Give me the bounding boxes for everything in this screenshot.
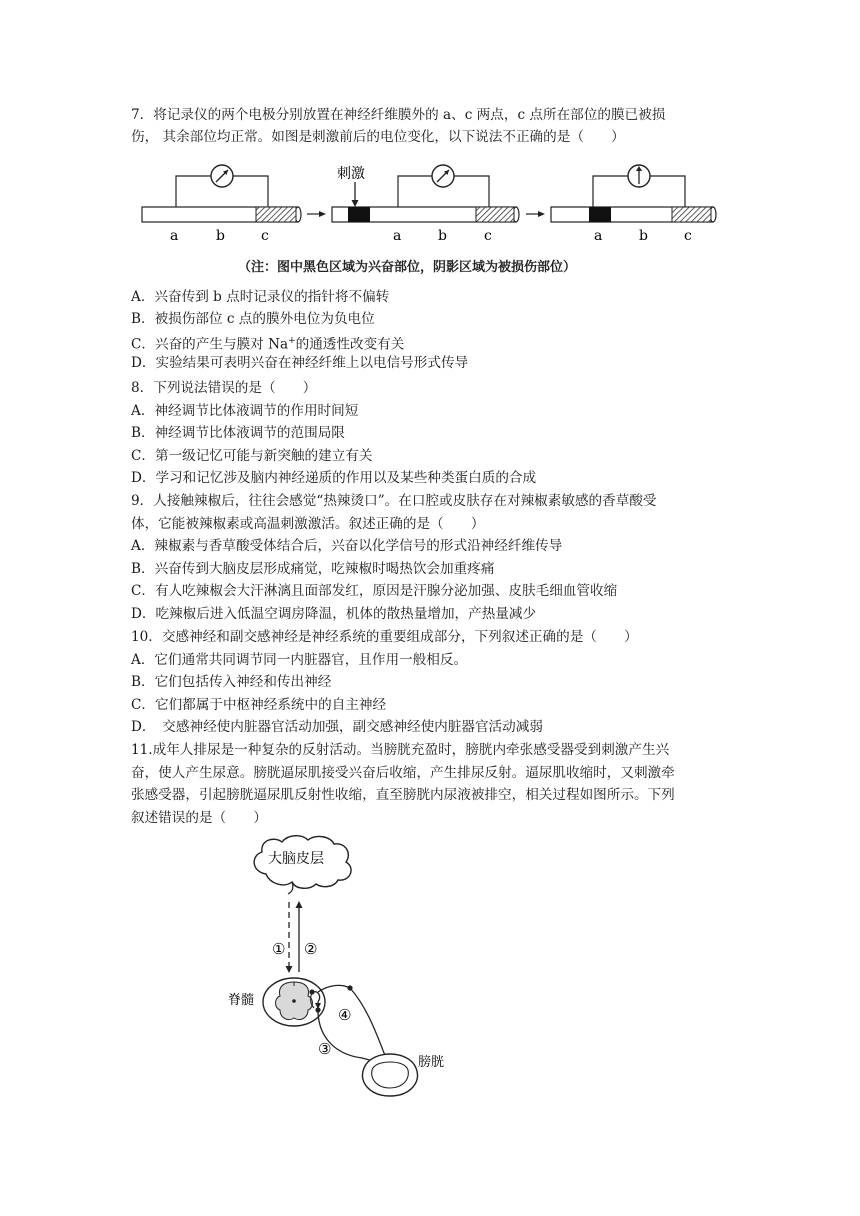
q9-stem-line-2: 体，它能被辣椒素或高温刺激激活。叙述正确的是（ ） [131, 516, 485, 532]
q11-path-3-label: ③ [318, 1040, 332, 1058]
q7-excited-region-2 [348, 207, 370, 222]
q7-damaged-region-3 [672, 207, 711, 222]
q11-figure-micturition-reflex-diagram [222, 832, 454, 1100]
q7-label-b: b [216, 228, 225, 244]
q9-option-c: C．有人吃辣椒会大汗淋漓且面部发红，原因是汗腺分泌加强、皮肤毛细血管收缩 [131, 583, 618, 599]
svg-text:b: b [639, 228, 648, 244]
q8-option-c: C．第一级记忆可能与新突触的建立有关 [131, 448, 373, 464]
q7-panel-propagated [551, 165, 716, 244]
svg-text:c: c [484, 228, 492, 244]
q7-label-a: a [170, 228, 179, 244]
svg-text:a: a [594, 228, 603, 244]
q7-panel-before-stimulus [142, 165, 301, 244]
q7-panel-stimulated [332, 165, 519, 244]
q9-option-a: A．辣椒素与香草酸受体结合后，兴奋以化学信号的形式沿神经纤维传导 [131, 538, 563, 554]
q8-option-a: A．神经调节比体液调节的作用时间短 [131, 403, 359, 419]
spinal-cord-section [263, 978, 325, 1026]
q11-path-4-label: ④ [338, 1006, 352, 1024]
q7-label-c: c [261, 228, 269, 244]
arrow-right-icon [319, 211, 326, 217]
q7-damaged-region-2 [476, 207, 514, 222]
q8-option-b: B．神经调节比体液调节的范围局限 [131, 425, 345, 441]
q8-stem: 8．下列说法错误的是（ ） [131, 380, 317, 396]
q7-stem-line-1: 7．将记录仪的两个电极分别放置在神经纤维膜外的 a、c 两点，c 点所在部位的膜已被损 [131, 107, 666, 123]
q10-option-c: C．它们都属于中枢神经系统中的自主神经 [131, 697, 387, 713]
q7-option-c-text: C．兴奋的产生与膜对 Na [131, 336, 289, 353]
q8-option-d: D．学习和记忆涉及脑内神经递质的作用以及某些种类蛋白质的合成 [131, 470, 537, 486]
q11-path-1-label: ① [272, 940, 286, 958]
q7-option-d: D．实验结果可表明兴奋在神经纤维上以电信号形式传导 [131, 355, 469, 371]
q7-option-b: B．被损伤部位 c 点的膜外电位为负电位 [131, 311, 375, 327]
q7-figure-nerve-fiber-diagram [136, 160, 726, 248]
q7-damaged-region-1 [256, 207, 296, 222]
q11-spinal-label: 脊髓 [228, 993, 255, 1008]
arrow-down-icon [286, 966, 293, 973]
q7-excited-region-3 [589, 207, 611, 222]
q7-stimulus-label: 刺激 [337, 166, 365, 182]
q9-option-b: B．兴奋传到大脑皮层形成痛觉，吃辣椒时喝热饮会加重疼痛 [131, 561, 495, 577]
q9-stem-line-1: 9．人接触辣椒后，往往会感觉“热辣烫口”。在口腔或皮肤存在对辣椒素敏感的香草酸受 [131, 493, 657, 509]
svg-text:c: c [684, 228, 692, 244]
q7-option-a: A．兴奋传到 b 点时记录仪的指针将不偏转 [131, 289, 390, 305]
q10-option-d: D． 交感神经使内脏器官活动加强，副交感神经使内脏器官活动减弱 [131, 719, 543, 735]
arrow-down-icon [352, 200, 359, 207]
q10-option-b: B．它们包括传入神经和传出神经 [131, 674, 332, 690]
q11-stem-line-2: 奋，使人产生尿意。膀胱逼尿肌接受兴奋后收缩，产生排尿反射。逼尿肌收缩时，又刺激牵 [131, 765, 675, 781]
svg-text:b: b [438, 228, 447, 244]
q7-figure-note: （注：图中黑色区域为兴奋部位，阴影区域为被损伤部位） [238, 260, 577, 275]
q9-option-d: D．吃辣椒后进入低温空调房降温，机体的散热量增加，产热量减少 [131, 606, 537, 622]
q11-stem-line-1: 11.成年人排尿是一种复杂的反射活动。当膀胱充盈时，膀胱内牵张感受器受到刺激产生兴 [131, 742, 670, 758]
arrow-right-icon [538, 211, 545, 217]
q11-stem-line-3: 张感受器，引起膀胱逼尿肌反射性收缩，直至膀胱内尿液被排空，相关过程如图所示。下列 [131, 787, 675, 803]
q11-path-2-label: ② [304, 940, 318, 958]
q7-option-c-text-end: 的通透性改变有关 [295, 336, 405, 353]
q11-stem-line-4: 叙述错误的是（ ） [131, 810, 267, 826]
svg-text:a: a [393, 228, 402, 244]
arrow-up-icon [296, 901, 303, 908]
bladder-shape [362, 1054, 417, 1096]
q7-stem-line-2: 伤， 其余部位均正常。如图是刺激前后的电位变化，以下说法不正确的是（ ） [131, 129, 625, 145]
q11-cortex-label: 大脑皮层 [268, 851, 324, 867]
q10-stem: 10．交感神经和副交感神经是神经系统的重要组成部分，下列叙述正确的是（ ） [131, 629, 638, 645]
q11-bladder-label: 膀胱 [418, 1055, 445, 1070]
q7-option-c-superscript: + [288, 336, 296, 346]
q7-option-c [131, 331, 404, 355]
q10-option-a: A．它们通常共同调节同一内脏器官，且作用一般相反。 [131, 652, 468, 668]
